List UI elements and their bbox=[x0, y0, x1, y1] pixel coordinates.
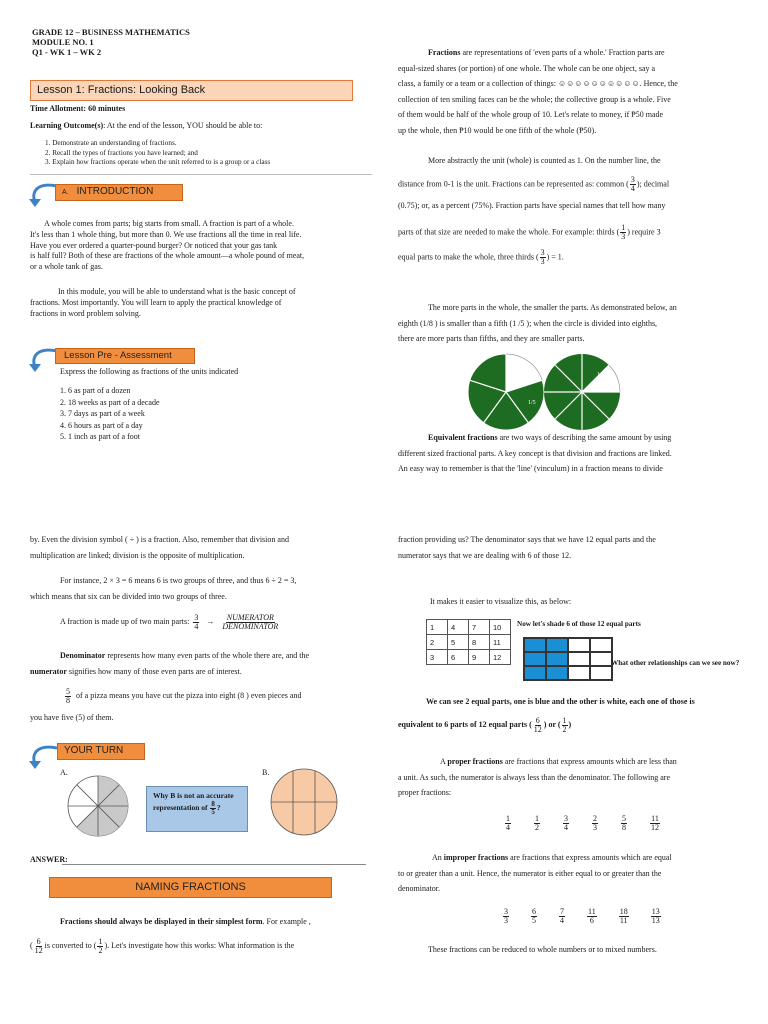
pie-eighth-label: 1/8 bbox=[597, 372, 605, 378]
text-line: to or greater than a unit. Hence, the numerator is either equal to or greater than the bbox=[398, 868, 662, 878]
improper-fractions-list bbox=[502, 908, 662, 925]
improper-fraction: $\frac{13}{13}$ bbox=[651, 907, 660, 925]
parts-paragraph bbox=[398, 300, 740, 347]
table-row: 1 4 7 10 bbox=[427, 620, 511, 635]
text-line: (0.75); or, as a percent (75%). Fraction parts have special names that tell how many bbox=[398, 201, 666, 211]
other-relationships-question: What other relationships can we see now? bbox=[611, 659, 740, 667]
text-line: is half full? Both of these are fractions of the whole amount—a whole pound of meat, bbox=[30, 251, 305, 261]
fraction-six-twelfths: $\frac{6}{12}$ bbox=[34, 936, 43, 955]
proper-fraction: $\frac{1}{4}$ bbox=[506, 814, 510, 832]
text-line: numerator says that we are dealing with 6 of those 12. bbox=[398, 550, 572, 560]
text-line: up the whole, then ₱10 would be one fifth of the whole (₱50). bbox=[398, 125, 597, 135]
grid-cell bbox=[568, 652, 590, 666]
numerator-denominator-paragraph bbox=[30, 648, 372, 679]
fraction-one-half: $\frac{1}{2}$ bbox=[98, 936, 103, 955]
text-line: parts of that size are needed to make the whole. For example: thirds ( bbox=[398, 227, 620, 237]
why-b-question: Why B is not an accurate representation of bbox=[153, 791, 234, 812]
intro-paragraph-1 bbox=[30, 219, 372, 273]
shaded-grid bbox=[523, 637, 613, 681]
list-item: 2. 18 weeks as part of a decade bbox=[60, 397, 160, 407]
page-header bbox=[32, 28, 190, 57]
text-line: there are more parts than fifths, and they are smaller parts. bbox=[398, 334, 585, 344]
text-line: equal-sized shares (or portion) of one whole. The whole can be one object, say a bbox=[398, 63, 656, 73]
text-line: class, a family or a team or a collection of things: ☺☺☺☺☺☺☺☺☺☺. Hence, the bbox=[398, 79, 678, 89]
text-line: by. Even the division symbol ( ÷ ) is a fraction. Also, remember that division and bbox=[30, 535, 289, 544]
outcomes-list bbox=[45, 139, 270, 168]
text-line: eighth (1/8 ) is smaller than a fifth (1 /5 ); when the circle is divided into eighths, bbox=[398, 318, 658, 328]
figure-b-label: B. bbox=[262, 768, 270, 777]
term-proper-fractions: proper fractions bbox=[447, 757, 503, 766]
equal-parts-statement: We can see 2 equal parts, one is blue and the other is white, each one of those is bbox=[426, 697, 695, 706]
list-item: 2. Recall the types of fractions you have learned; and bbox=[45, 148, 198, 157]
text-line: It's less than 1 whole thing, but more than 0. We use fractions all the time in real life. bbox=[30, 229, 302, 239]
list-item: 4. 6 hours as part of a day bbox=[60, 420, 143, 430]
text-line: of a pizza means you have cut the pizza into eight (8 ) even pieces and bbox=[76, 691, 302, 701]
term-denominator: Denominator bbox=[60, 651, 106, 660]
text-line: a unit. As such, the numerator is always less than the denominator. The following are bbox=[398, 772, 671, 782]
fraction-eight-fifths: $\frac{8}{5}$ bbox=[211, 799, 215, 816]
arrow-icon: → bbox=[206, 617, 215, 627]
fraction-three-thirds: $\frac{3}{3}$ bbox=[540, 247, 545, 266]
grid-cell-shaded bbox=[546, 638, 568, 652]
shade-label: Now let's shade 6 of those 12 equal parts bbox=[517, 620, 641, 628]
list-item: 1. 6 as part of a dozen bbox=[60, 386, 131, 395]
answer-line[interactable] bbox=[62, 864, 366, 865]
unit-paragraph bbox=[398, 156, 740, 266]
text-line: of them would be half of the whole group of 10. Let's relate to money, if ₱50 made bbox=[398, 110, 664, 120]
text-line: . For example , bbox=[262, 917, 311, 926]
text-line: In this module, you will be able to understand what is the basic concept of bbox=[58, 287, 296, 296]
pre-assessment-instruction: Express the following as fractions of the units indicated bbox=[60, 367, 239, 376]
text-line: ) or ( bbox=[543, 720, 561, 730]
pre-assessment-heading bbox=[55, 348, 195, 364]
text-line: For instance, 2 × 3 = 6 means 6 is two groups of three, and thus 6 ÷ 2 = 3, bbox=[60, 576, 297, 585]
improper-fraction: $\frac{7}{4}$ bbox=[560, 907, 564, 925]
grid-cell bbox=[590, 638, 612, 652]
main-parts-text: A fraction is made up of two main parts: bbox=[60, 617, 190, 627]
improper-fraction: $\frac{11}{6}$ bbox=[588, 907, 596, 925]
fraction-three-quarters: $\frac{3}{4}$ bbox=[194, 613, 199, 631]
text-line: or a whole tank of gas. bbox=[30, 262, 103, 272]
outcomes-intro: : At the end of the lesson, YOU should be able to: bbox=[103, 121, 263, 130]
introduction-letter: A. bbox=[62, 189, 69, 196]
intro-paragraph-2 bbox=[30, 287, 372, 319]
text-line: An easy way to remember is that the 'line' (vinculum) in a fraction means to divide bbox=[398, 464, 663, 474]
why-b-callout bbox=[146, 786, 248, 832]
division-paragraph bbox=[30, 532, 372, 563]
equivalent-statement bbox=[398, 717, 571, 734]
grid-cell-shaded bbox=[524, 652, 546, 666]
visualize-text: It makes it easier to visualize this, as below: bbox=[430, 597, 572, 606]
text-line: multiplication are linked; division is the opposite of multiplication. bbox=[30, 550, 245, 560]
term-simplest-form: Fractions should always be displayed in their simplest form bbox=[60, 917, 263, 926]
fraction-one-third: $\frac{1}{3}$ bbox=[621, 222, 626, 241]
pre-assessment-label: Lesson Pre - Assessment bbox=[64, 350, 172, 361]
text-line: different sized fractional parts. A key concept is that division and fractions are linked. bbox=[398, 448, 672, 458]
proper-fraction: $\frac{3}{4}$ bbox=[564, 814, 568, 832]
pizza-paragraph bbox=[30, 688, 372, 724]
divider bbox=[30, 174, 372, 175]
fraction-one-half: $\frac{1}{2}$ bbox=[562, 716, 567, 734]
number-grid bbox=[426, 619, 511, 665]
multiplication-paragraph bbox=[30, 573, 372, 604]
term-equivalent-fractions: Equivalent fractions bbox=[428, 433, 498, 442]
quarter-title: Q1 - WK 1 – WK 2 bbox=[32, 46, 102, 57]
improper-fractions-paragraph bbox=[398, 850, 740, 897]
proper-fraction: $\frac{1}{2}$ bbox=[535, 814, 539, 832]
fractions-definition bbox=[398, 45, 740, 139]
text-line: A whole comes from parts; big starts from small. A fraction is part of a whole. bbox=[44, 219, 294, 228]
term-improper-fractions: improper fractions bbox=[443, 853, 509, 862]
lesson-title: Lesson 1: Fractions: Looking Back bbox=[37, 84, 206, 96]
grid-cell-shaded bbox=[546, 666, 568, 680]
text-line: ). Let's investigate how this works: What information is the bbox=[104, 940, 295, 950]
text-line: signifies how many of those even parts are of interest. bbox=[66, 666, 242, 676]
time-allotment: Time Allotment: 60 minutes bbox=[30, 104, 126, 113]
naming-fractions-heading bbox=[49, 877, 332, 898]
text-line: ); decimal bbox=[636, 179, 670, 189]
text-line: collection of ten smiling faces can be the whole; the collective group is a whole. Five bbox=[398, 94, 671, 104]
learning-outcomes bbox=[30, 121, 262, 132]
figure-a-label: A. bbox=[60, 768, 68, 777]
answer-label: ANSWER: bbox=[30, 855, 68, 864]
improper-fraction: $\frac{18}{11}$ bbox=[619, 907, 628, 925]
text-line: distance from 0-1 is the unit. Fractions can be represented as: common ( bbox=[398, 179, 629, 189]
grid-cell bbox=[568, 666, 590, 680]
pie-figure-a bbox=[66, 774, 130, 838]
text-line: The more parts in the whole, the smaller the parts. As demonstrated below, an bbox=[428, 303, 677, 312]
text-line: is converted to ( bbox=[44, 940, 97, 950]
text-line: fractions. Most importantly. You will learn to apply the practical knowledge of bbox=[30, 297, 282, 307]
text-line: which means that six can be divided into two groups of three. bbox=[30, 591, 227, 601]
proper-fraction: $\frac{2}{3}$ bbox=[593, 814, 597, 832]
term-fractions: Fractions bbox=[428, 48, 461, 57]
table-row: 3 6 9 12 bbox=[427, 650, 511, 665]
text-line: are representations of 'even parts of a whole.' Fraction parts are bbox=[460, 48, 665, 57]
grid-cell bbox=[590, 666, 612, 680]
naming-fractions-label: NAMING FRACTIONS bbox=[135, 881, 246, 893]
lesson-title-box bbox=[30, 80, 353, 101]
grid-cell-shaded bbox=[546, 652, 568, 666]
pizza-figure-b bbox=[268, 766, 340, 838]
text-line: A bbox=[440, 757, 448, 766]
fraction-six-twelfths: $\frac{6}{12}$ bbox=[533, 716, 542, 734]
text-line: proper fractions: bbox=[398, 788, 452, 798]
simplest-form-paragraph: Fractions should always be displayed in their simplest form. For example , ( $\frac{6}{12}$ is converted to ( $\frac{1}{2}$ ). Let's investigate how this works: What information is the bbox=[30, 917, 311, 955]
introduction-heading bbox=[55, 184, 183, 201]
proper-fractions-list bbox=[504, 815, 661, 832]
pie-fifths-figure bbox=[466, 352, 546, 432]
grid-cell bbox=[590, 652, 612, 666]
improper-fraction: $\frac{3}{3}$ bbox=[504, 907, 508, 925]
pie-fifth-label: 1/5 bbox=[528, 400, 536, 406]
numerator-denominator-fraction: $\frac{\text{NUMERATOR}}{\text{DENOMINATOR}}$ bbox=[222, 613, 279, 631]
text-line: fractions in word problem solving. bbox=[30, 308, 141, 318]
improper-fraction: $\frac{6}{5}$ bbox=[532, 907, 536, 925]
text-line: you have five (5) of them. bbox=[30, 713, 114, 722]
list-item: 5. 1 inch as part of a foot bbox=[60, 432, 140, 442]
text-line: More abstractly the unit (whole) is counted as 1. On the number line, the bbox=[428, 156, 661, 165]
list-item: 3. 7 days as part of a week bbox=[60, 409, 145, 419]
grid-cell-shaded bbox=[524, 638, 546, 652]
list-item: 1. Demonstrate an understanding of fractions. bbox=[45, 139, 177, 147]
grid-cell-shaded bbox=[524, 666, 546, 680]
your-turn-label: YOUR TURN bbox=[64, 745, 124, 756]
text-line: are fractions that express amounts which are less than bbox=[502, 757, 677, 766]
equivalent-fractions-paragraph bbox=[398, 430, 740, 477]
pie-eighths-figure bbox=[542, 352, 622, 432]
text-line: ) require 3 bbox=[627, 227, 661, 237]
text-line: ) bbox=[568, 720, 572, 730]
text-line: represents how many even parts of the whole there are, and the bbox=[105, 651, 310, 660]
reduced-note: These fractions can be reduced to whole numbers or to mixed numbers. bbox=[428, 945, 657, 954]
text-line: denominator. bbox=[398, 884, 440, 894]
list-item: 3. Explain how fractions operate when the unit referred to is a group or a class bbox=[45, 158, 271, 167]
text-line: An bbox=[432, 853, 444, 862]
text-line: ) = 1. bbox=[546, 252, 564, 262]
module-title: MODULE NO. 1 bbox=[32, 36, 94, 47]
introduction-label: INTRODUCTION bbox=[76, 186, 154, 197]
pre-assessment-list bbox=[60, 385, 160, 443]
text-line: fraction providing us? The denominator says that we have 12 equal parts and the bbox=[398, 535, 656, 544]
text-line: Have you ever ordered a quarter-pound burger? Or noticed that your gas tank bbox=[30, 240, 278, 250]
main-parts-row bbox=[60, 614, 280, 631]
fraction-five-eighths: $\frac{5}{8}$ bbox=[66, 687, 70, 705]
text-line: are two ways of describing the same amount by using bbox=[497, 433, 672, 442]
your-turn-heading bbox=[57, 743, 145, 760]
fraction-info-paragraph bbox=[398, 532, 740, 563]
grade-title: GRADE 12 – BUSINESS MATHEMATICS bbox=[32, 27, 190, 37]
outcomes-label: Learning Outcome(s) bbox=[30, 121, 104, 130]
fraction-three-quarters: $\frac{3}{4}$ bbox=[630, 175, 635, 194]
table-row: 2 5 8 11 bbox=[427, 635, 511, 650]
text-line: are fractions that express amounts which are equal bbox=[508, 853, 672, 862]
term-numerator: numerator bbox=[30, 666, 67, 676]
proper-fraction: $\frac{11}{12}$ bbox=[651, 814, 659, 832]
text-line: equal parts to make the whole, three thirds ( bbox=[398, 252, 539, 262]
proper-fraction: $\frac{5}{8}$ bbox=[622, 814, 626, 832]
question-mark: ? bbox=[216, 802, 221, 812]
text-line: equivalent to 6 parts of 12 equal parts ( bbox=[398, 720, 532, 730]
grid-cell bbox=[568, 638, 590, 652]
proper-fractions-paragraph bbox=[398, 754, 740, 801]
